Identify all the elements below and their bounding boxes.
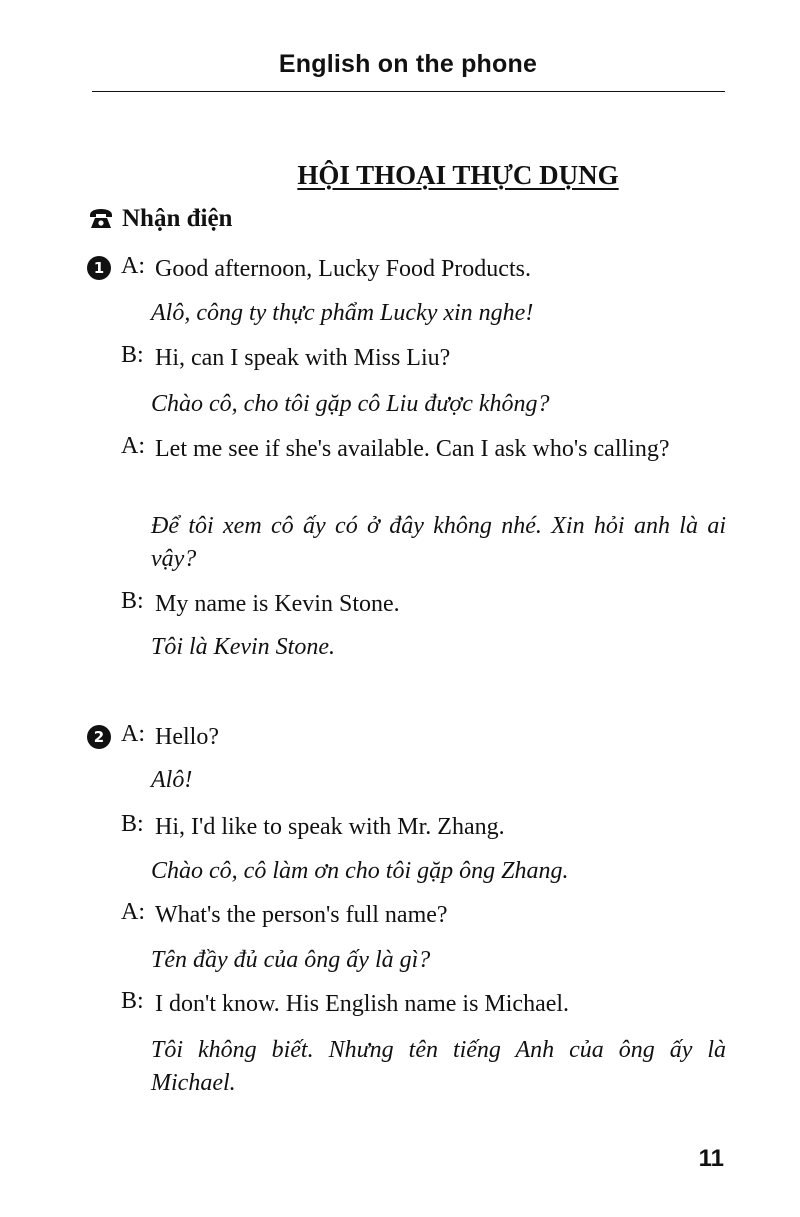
subsection-heading [88, 205, 232, 233]
dialogue-2-line-2-text: Hi, I'd like to speak with Mr. Zhang. [155, 814, 505, 840]
running-head: English on the phone [278, 50, 538, 78]
dialogue-1-line-3-text: Let me see if she's available. Can I ask who's calling? [155, 436, 670, 462]
dialogue-2-line-3-translation: Tên đầy đủ của ông ấy là gì? [151, 947, 431, 973]
dialogue-2-line-4-translation: Tôi không biết. Nhưng tên tiếng Anh của ông ấy là Michael. [151, 1037, 726, 1096]
dialogue-2-line-1-text: Hello? [155, 724, 219, 750]
dialogue-1-line-1-text: Good afternoon, Lucky Food Products. [155, 256, 531, 282]
dialogue-2-line-4-speaker: B: [121, 988, 144, 1014]
dialogue-1-line-1-translation: Alô, công ty thực phẩm Lucky xin nghe! [151, 300, 534, 326]
dialogue-1-line-3-translation: Để tôi xem cô ấy có ở đây không nhé. Xin hỏi anh là ai vậy? [151, 513, 726, 572]
dialogue-1-line-2-translation: Chào cô, cho tôi gặp cô Liu được không? [151, 391, 550, 417]
dialogue-2-line-3-speaker: A: [121, 899, 145, 925]
dialogue-1-line-4-text: My name is Kevin Stone. [155, 591, 400, 617]
dialogue-2-line-2-translation: Chào cô, cô làm ơn cho tôi gặp ông Zhang. [151, 858, 569, 884]
dialogue-1-line-2-text: Hi, can I speak with Miss Liu? [155, 345, 451, 371]
dialogue-2-marker: 2 [87, 725, 111, 749]
dialogue-2-line-1-speaker: A: [121, 721, 145, 747]
dialogue-1-line-4-speaker: B: [121, 588, 144, 614]
dialogue-1-line-2-speaker: B: [121, 342, 144, 368]
telephone-icon [88, 208, 114, 230]
page-number: 11 [698, 1145, 724, 1172]
subsection-title: Nhận điện [122, 205, 233, 232]
dialogue-1-line-3-speaker: A: [121, 433, 145, 459]
dialogue-1-marker: 1 [87, 256, 111, 280]
dialogue-2-line-4-text: I don't know. His English name is Michael. [155, 991, 570, 1017]
dialogue-1-line-1-speaker: A: [121, 253, 145, 279]
header-rule [92, 91, 725, 92]
dialogue-2-line-3-text: What's the person's full name? [155, 902, 448, 928]
dialogue-1-line-4-translation: Tôi là Kevin Stone. [151, 634, 335, 660]
dialogue-2-line-1-translation: Alô! [151, 767, 193, 793]
section-title: HỘI THOẠI THỰC DỤNG [297, 160, 619, 190]
dialogue-2-line-2-speaker: B: [121, 811, 144, 837]
